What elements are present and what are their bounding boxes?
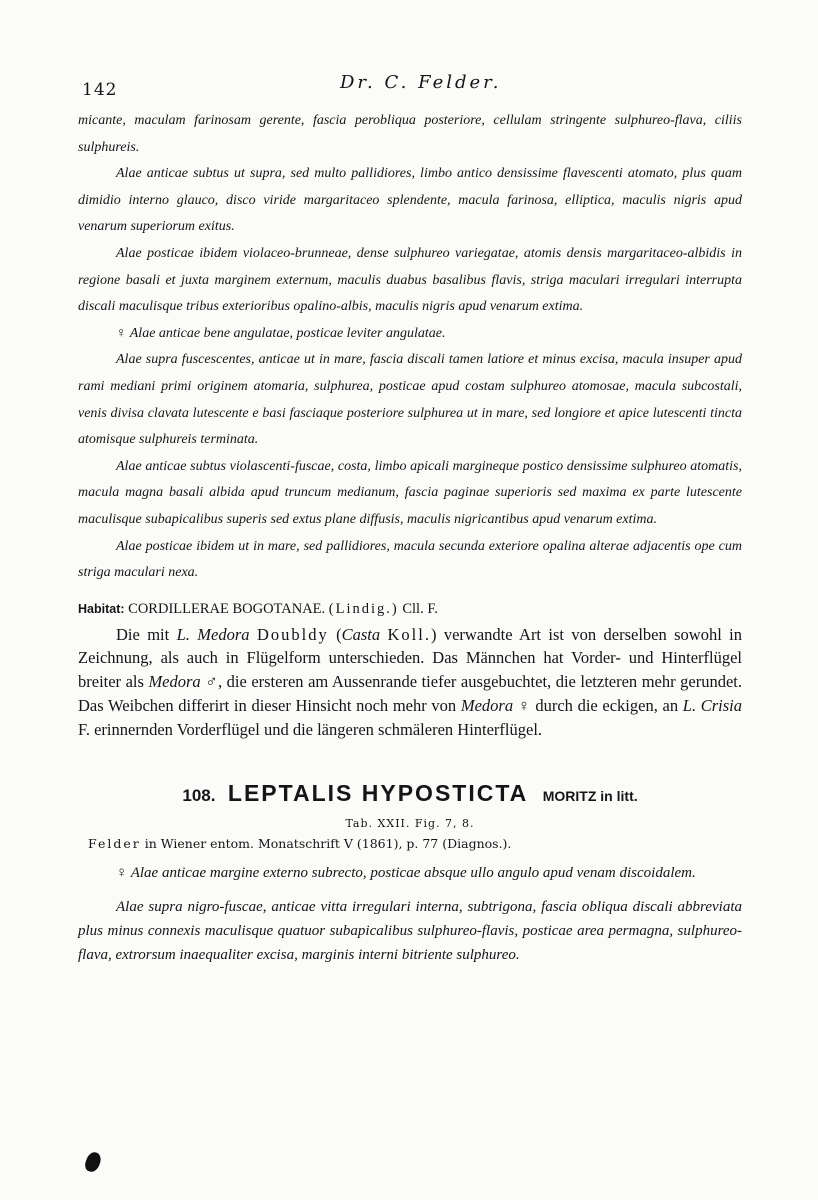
ref-medora-female: Medora ♀	[460, 695, 531, 715]
ref-author: Doubldy	[256, 624, 329, 644]
latin-paragraph: micante, maculam farinosam gerente, fascia perobliqua posteriore, cellulam stringente sulphureo-flava, ciliis sulphureis.	[78, 113, 742, 155]
ref-crisia: L. Crisia	[682, 695, 743, 715]
german-text: F. erinnernden Vorderflügel und die längeren schmäleren Hinterflügel.	[78, 719, 543, 739]
citation-text: in Wiener entom. Monatschrift V (1861), p. 77 (Diagnos.).	[140, 836, 512, 852]
ref-medora-male: Medora ♂	[148, 672, 218, 692]
latin-paragraph: ♀ Alae anticae bene angulatae, posticae leviter angulatae.	[116, 325, 446, 341]
latin-description	[78, 108, 742, 587]
latin-paragraph: Alae supra nigro-fuscae, anticae vitta irregulari interna, subtrigona, fascia obliqua discali abbreviata plus minus connexis maculisque quatuor subapicalibus sulphureo-flavis, posticae area permagna, sulphureo-flava, extrorsum inaequaliter excisa, marginis interni bitriente sulphureo.	[78, 898, 742, 964]
ref-species: L. Medora	[176, 624, 250, 644]
ref-collection: Casta	[341, 624, 381, 644]
latin-paragraph: ♀ Alae anticae margine externo subrecto, posticae absque ullo angulo apud venam discoidalem.	[116, 865, 696, 882]
latin-paragraph: Alae posticae ibidem violaceo-brunneae, dense sulphureo variegatae, atomis densis margaritaceo-albidis in regione basali et juxta marginem externum, maculis duabus basalibus flavis, striga maculari irregulari interrupta discali maculisque tribus exterioribus opalino-albis, maculis nigris apud venarum extima.	[78, 245, 742, 315]
german-text: (	[328, 624, 342, 644]
citation-author: Felder	[88, 836, 141, 852]
habitat-collection: Cll. F.	[402, 600, 438, 617]
citation	[88, 836, 742, 851]
species-name: LEPTALIS HYPOSTICTA	[227, 780, 529, 807]
latin-paragraph: Alae posticae ibidem ut in mare, sed pallidiores, macula secunda exteriore opalina alterae adjacentis ope cum striga maculari nexa.	[78, 538, 742, 581]
german-text: , die ersteren am Aussenrande tiefer ausgebuchtet, die letzteren mehr gerundet. Das Weibchen differirt in dieser Hinsicht noch mehr von	[78, 672, 742, 715]
running-head	[78, 72, 742, 112]
species-heading	[78, 779, 742, 811]
habitat-locality: CORDILLERAE BOGOTANAE.	[128, 600, 326, 617]
species-number: 108.	[182, 786, 216, 806]
species-authority: MORITZ in litt.	[542, 788, 638, 805]
german-text: Die mit	[116, 624, 177, 644]
latin-paragraph: Alae anticae subtus violascenti-fuscae, costa, limbo apicali margineque postico densissime sulphureo atomatis, macula magna basali albida apud truncum medianum, fascia paginae superioris sed maxima ex parte lutescente maculisque subapicalibus superis sed extus plane diffusis, maculis nigricantibus apud venarum extima.	[78, 458, 742, 527]
page-number: 142	[82, 80, 118, 100]
habitat-line	[78, 597, 742, 621]
habitat-collector: (Lindig.)	[328, 600, 399, 617]
german-text	[250, 625, 257, 644]
plate-reference: Tab. XXII. Fig. 7, 8.	[345, 817, 475, 831]
latin-paragraph: Alae supra fuscescentes, anticae ut in mare, fascia discali tamen latiore et minus excisa, macula insuper apud rami mediani primi originem atomaria, sulphurea, posticae apud costam sulphureo atomosae, macula subcostali, venis divisa clavata lutescente e basi fasciaque posteriore sulphurea ut in mare, sed longiore et apice lutescenti tincta atomisque sulphureis terminata.	[78, 352, 742, 448]
page	[78, 72, 742, 968]
german-text: ) verwandte Art ist von derselben sowohl in Zeichnung, als auch in Flügelform unterschieden. Das Männchen hat Vorder- und Hinterflügel breiter als	[78, 624, 743, 692]
german-remarks	[78, 623, 742, 742]
running-title: Dr. C. Felder.	[340, 72, 502, 93]
german-text: durch die eckigen, an	[530, 695, 683, 715]
latin-description-2	[78, 861, 742, 968]
ref-koll: Koll.	[387, 624, 431, 644]
habitat-label: Habitat:	[78, 601, 125, 616]
ink-blot	[83, 1150, 102, 1173]
latin-paragraph: Alae anticae subtus ut supra, sed multo pallidiores, limbo antico densissime flavescenti atomato, plus quam dimidio interno glauco, disco viride margaritaceo splendente, macula farinosa, elliptica, maculis nigris apud venarum superiorum exitus.	[78, 166, 742, 235]
